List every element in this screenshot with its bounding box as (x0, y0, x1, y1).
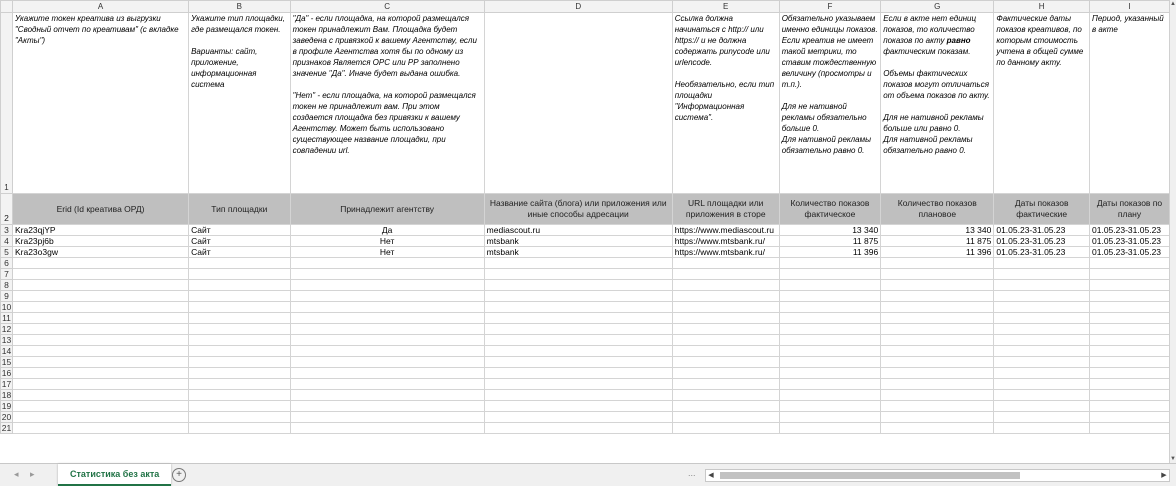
instruction-cell-i[interactable]: Период, указанный в акте (1090, 13, 1170, 194)
empty-cell[interactable] (672, 258, 779, 269)
empty-cell[interactable] (290, 357, 484, 368)
empty-cell[interactable] (881, 401, 994, 412)
empty-cell[interactable] (779, 368, 881, 379)
row-header[interactable]: 15 (1, 357, 12, 367)
table-row (1, 247, 1170, 258)
empty-cell[interactable] (994, 280, 1090, 291)
empty-cell[interactable] (779, 313, 881, 324)
empty-cell[interactable] (1090, 357, 1170, 368)
empty-cell[interactable] (12, 368, 188, 379)
empty-cell[interactable] (779, 379, 881, 390)
empty-cell[interactable] (1090, 412, 1170, 423)
instruction-cell-b[interactable]: Укажите тип площадки, где размещался токен. Варианты: сайт, приложение, информационная система (189, 13, 291, 194)
empty-cell[interactable] (1090, 346, 1170, 357)
empty-cell[interactable] (1090, 368, 1170, 379)
empty-cell[interactable] (1090, 302, 1170, 313)
empty-cell[interactable] (12, 291, 188, 302)
table-row (1, 258, 1170, 269)
table-row (1, 280, 1170, 291)
empty-cell[interactable] (290, 401, 484, 412)
row-header[interactable]: 14 (1, 346, 12, 356)
empty-cell[interactable] (189, 390, 291, 401)
empty-cell[interactable] (189, 357, 291, 368)
empty-cell[interactable] (12, 423, 188, 434)
cell-erid[interactable]: Kra23qjYP (12, 225, 188, 236)
empty-cell[interactable] (484, 269, 672, 280)
empty-cell[interactable] (484, 368, 672, 379)
empty-cell[interactable] (189, 346, 291, 357)
empty-cell[interactable] (290, 324, 484, 335)
empty-cell[interactable] (672, 324, 779, 335)
column-header-row (1, 1, 1170, 13)
header-cell-b[interactable]: Тип площадки (189, 194, 291, 225)
sheet-tab-bar (0, 463, 1176, 486)
table-row (1, 313, 1170, 324)
empty-cell[interactable] (779, 335, 881, 346)
cell-dates-actual[interactable]: 01.05.23-31.05.23 (994, 236, 1090, 247)
empty-cell[interactable] (881, 423, 994, 434)
empty-cell[interactable] (881, 412, 994, 423)
empty-cell[interactable] (12, 324, 188, 335)
empty-cell[interactable] (881, 335, 994, 346)
header-cell-d[interactable]: Название сайта (блога) или приложения или иные способы адресации (484, 194, 672, 225)
instruction-cell-a[interactable]: Укажите токен креатива из выгрузки "Сводный отчет по креативам" (с вкладке "Акты") (12, 13, 188, 194)
instruction-g-text: Если в акте нет единиц показов, то количество показов по акту (883, 14, 979, 45)
column-header-a[interactable]: A (12, 1, 188, 13)
row-header[interactable]: 17 (1, 379, 12, 389)
empty-cell[interactable] (484, 335, 672, 346)
empty-cell[interactable] (189, 335, 291, 346)
empty-cell[interactable] (290, 313, 484, 324)
empty-cell[interactable] (672, 335, 779, 346)
empty-cell[interactable] (672, 401, 779, 412)
empty-cell[interactable] (672, 302, 779, 313)
empty-cell[interactable] (12, 335, 188, 346)
table-row (1, 236, 1170, 247)
empty-cell[interactable] (290, 335, 484, 346)
cell-url[interactable]: https://www.mtsbank.ru/ (672, 247, 779, 258)
column-header-i[interactable]: I (1090, 1, 1170, 13)
empty-cell[interactable] (290, 390, 484, 401)
instruction-cell-f[interactable]: Обязательно указываем именно единицы показов. Если креатив не имеет такой метрики, то ставим тождественную величину (просмотры и т.п.). Для не нативной рекламы обязательно больше 0. Для нативной рекламы обязательно равно 0. (779, 13, 881, 194)
empty-cell[interactable] (881, 390, 994, 401)
row-header[interactable]: 6 (1, 258, 13, 269)
empty-cell[interactable] (12, 269, 188, 280)
empty-cell[interactable] (994, 412, 1090, 423)
empty-cell[interactable] (189, 258, 291, 269)
empty-cell[interactable] (484, 379, 672, 390)
tab-nav-right-icon[interactable]: ▸ (30, 469, 35, 479)
cell-platform-type[interactable]: Сайт (189, 247, 291, 258)
table-row (1, 346, 1170, 357)
empty-cell[interactable] (1090, 390, 1170, 401)
empty-cell[interactable] (994, 357, 1090, 368)
empty-cell[interactable] (881, 313, 994, 324)
row-header[interactable]: 7 (1, 269, 13, 280)
empty-cell[interactable] (484, 258, 672, 269)
empty-cell[interactable] (12, 412, 188, 423)
cell-erid[interactable]: Kra23o3gw (12, 247, 188, 258)
empty-cell[interactable] (484, 313, 672, 324)
empty-cell[interactable] (881, 291, 994, 302)
table-row (1, 335, 1170, 346)
column-header-c[interactable]: C (290, 1, 484, 13)
empty-cell[interactable] (672, 357, 779, 368)
empty-cell[interactable] (672, 368, 779, 379)
empty-cell[interactable] (994, 390, 1090, 401)
empty-cell[interactable] (189, 368, 291, 379)
instruction-cell-e[interactable]: Ссылка должна начинаться с http:// или https:// и не должна содержать punycode или urlencode. Необязательно, если тип площадки "Информационная система". (672, 13, 779, 194)
empty-cell[interactable] (1090, 324, 1170, 335)
empty-cell[interactable] (994, 324, 1090, 335)
empty-cell[interactable] (189, 401, 291, 412)
scroll-thumb[interactable] (720, 472, 1020, 479)
table-row (1, 269, 1170, 280)
row-header[interactable]: 1 (1, 13, 13, 194)
empty-cell[interactable] (12, 313, 188, 324)
table-row (1, 357, 1170, 368)
header-cell-e[interactable]: URL площадки или приложения в сторе (672, 194, 779, 225)
select-all-corner[interactable] (1, 1, 13, 13)
empty-cell[interactable] (779, 390, 881, 401)
cell-dates-actual[interactable]: 01.05.23-31.05.23 (994, 225, 1090, 236)
horizontal-scrollbar[interactable] (705, 469, 1170, 482)
empty-cell[interactable] (290, 258, 484, 269)
cell-belongs-agency[interactable]: Нет (290, 247, 484, 258)
vertical-scrollbar[interactable] (1169, 0, 1176, 463)
empty-cell[interactable] (484, 390, 672, 401)
column-header-h[interactable]: H (994, 1, 1090, 13)
empty-cell[interactable] (12, 302, 188, 313)
empty-cell[interactable] (994, 401, 1090, 412)
empty-cell[interactable] (484, 357, 672, 368)
empty-cell[interactable] (779, 302, 881, 313)
cell-erid[interactable]: Kra23pj6b (12, 236, 188, 247)
empty-cell[interactable] (1090, 313, 1170, 324)
empty-cell[interactable] (12, 390, 188, 401)
table-row (1, 324, 1170, 335)
empty-cell[interactable] (189, 412, 291, 423)
empty-cell[interactable] (779, 291, 881, 302)
empty-cell[interactable] (12, 280, 188, 291)
empty-cell[interactable] (779, 280, 881, 291)
cell-site-name[interactable]: mtsbank (484, 247, 672, 258)
row-header[interactable]: 19 (1, 401, 12, 411)
empty-cell[interactable] (484, 302, 672, 313)
cell-dates-planned[interactable]: 01.05.23-31.05.23 (1090, 236, 1170, 247)
empty-cell[interactable] (881, 368, 994, 379)
table-row (1, 390, 1170, 401)
cell-dates-planned[interactable]: 01.05.23-31.05.23 (1090, 225, 1170, 236)
empty-cell[interactable] (672, 291, 779, 302)
add-sheet-icon[interactable]: + (172, 468, 186, 482)
cell-impressions-planned[interactable]: 13 340 (881, 225, 994, 236)
instruction-g-text-end: фактическим показам. Объемы фактических показов могут отличаться от объема показов по акту. Для не нативной рекламы больше или равно 0. Для нативной рекламы обязательно равно 0. (883, 47, 990, 155)
empty-cell[interactable] (779, 346, 881, 357)
empty-cell[interactable] (290, 412, 484, 423)
empty-cell[interactable] (881, 269, 994, 280)
cell-site-name[interactable]: mtsbank (484, 236, 672, 247)
empty-cell[interactable] (881, 379, 994, 390)
scroll-left-icon[interactable]: ◀ (708, 472, 714, 479)
tab-options-icon[interactable]: ... (688, 468, 696, 478)
empty-cell[interactable] (881, 258, 994, 269)
empty-cell[interactable] (484, 346, 672, 357)
table-row (1, 302, 1170, 313)
table-row (1, 368, 1170, 379)
empty-cell[interactable] (290, 346, 484, 357)
empty-cell[interactable] (189, 313, 291, 324)
empty-cell[interactable] (779, 269, 881, 280)
scroll-up-icon[interactable]: ▲ (1170, 1, 1176, 7)
row-header[interactable]: 13 (1, 335, 12, 345)
row-header[interactable]: 9 (1, 291, 13, 302)
empty-cell[interactable] (881, 280, 994, 291)
empty-cell[interactable] (189, 269, 291, 280)
table-row (1, 225, 1170, 236)
table-row (1, 291, 1170, 302)
column-header-g[interactable]: G (881, 1, 994, 13)
empty-cell[interactable] (672, 412, 779, 423)
empty-cell[interactable] (1090, 335, 1170, 346)
header-cell-a[interactable]: Erid (Id креатива ОРД) (12, 194, 188, 225)
row-header[interactable]: 5 (1, 247, 13, 258)
empty-cell[interactable] (672, 269, 779, 280)
empty-cell[interactable] (994, 258, 1090, 269)
cell-url[interactable]: https://www.mtsbank.ru/ (672, 236, 779, 247)
empty-cell[interactable] (484, 280, 672, 291)
empty-cell[interactable] (779, 258, 881, 269)
empty-cell[interactable] (290, 280, 484, 291)
cell-impressions-actual[interactable]: 11 396 (779, 247, 881, 258)
empty-cell[interactable] (189, 291, 291, 302)
row-header[interactable]: 16 (1, 368, 12, 378)
empty-cell[interactable] (189, 302, 291, 313)
empty-cell[interactable] (189, 280, 291, 291)
instruction-cell-h[interactable]: Фактические даты показов креативов, по которым стоимость учтена в общей сумме по данному акту. (994, 13, 1090, 194)
header-cell-c[interactable]: Принадлежит агентству (290, 194, 484, 225)
empty-cell[interactable] (779, 324, 881, 335)
cell-url[interactable]: https://www.mediascout.ru (672, 225, 779, 236)
empty-cell[interactable] (994, 423, 1090, 434)
empty-cell[interactable] (484, 291, 672, 302)
instruction-cell-c[interactable]: "Да" - если площадка, на которой размещался токен принадлежит Вам. Площадка будет заведена с привязкой к вашему Агентству, если в профиле Агентства хотя бы по одному из признаков Является ОРС или РР заполнено значение "Да". Иначе будет выдана ошибка. "Нет" - если площадка, на которой размещался токен не принадлежит вам. При этом создается площадка без привязки к вашему Агентству. Может быть использовано существующее название площадки, при совпадении url. (290, 13, 484, 194)
empty-cell[interactable] (672, 379, 779, 390)
empty-cell[interactable] (1090, 379, 1170, 390)
empty-cell[interactable] (484, 401, 672, 412)
column-header-b[interactable]: B (189, 1, 291, 13)
empty-cell[interactable] (779, 401, 881, 412)
empty-cell[interactable] (881, 346, 994, 357)
empty-cell[interactable] (881, 324, 994, 335)
empty-cell[interactable] (994, 302, 1090, 313)
row-header[interactable]: 10 (1, 302, 12, 312)
empty-cell[interactable] (672, 423, 779, 434)
empty-cell[interactable] (484, 324, 672, 335)
row-header[interactable]: 3 (1, 225, 13, 236)
scroll-down-icon[interactable]: ▼ (1170, 456, 1176, 462)
empty-cell[interactable] (189, 379, 291, 390)
empty-cell[interactable] (994, 368, 1090, 379)
cell-platform-type[interactable]: Сайт (189, 236, 291, 247)
column-header-d[interactable]: D (484, 1, 672, 13)
column-header-f[interactable]: F (779, 1, 881, 13)
empty-cell[interactable] (189, 423, 291, 434)
empty-cell[interactable] (290, 269, 484, 280)
row-header[interactable]: 11 (2, 313, 11, 323)
empty-cell[interactable] (1090, 258, 1170, 269)
empty-cell[interactable] (290, 423, 484, 434)
empty-cell[interactable] (290, 368, 484, 379)
empty-cell[interactable] (290, 302, 484, 313)
empty-cell[interactable] (672, 346, 779, 357)
empty-cell[interactable] (484, 412, 672, 423)
table-row (1, 379, 1170, 390)
header-cell-f[interactable]: Количество показов фактическое (779, 194, 881, 225)
instruction-cell-g[interactable] (881, 13, 994, 194)
table-row (1, 412, 1170, 423)
empty-cell[interactable] (12, 258, 188, 269)
cell-platform-type[interactable]: Сайт (189, 225, 291, 236)
empty-cell[interactable] (779, 412, 881, 423)
empty-cell[interactable] (12, 379, 188, 390)
tab-nav-left-icon[interactable]: ◂ (14, 469, 19, 479)
cell-dates-planned[interactable]: 01.05.23-31.05.23 (1090, 247, 1170, 258)
empty-cell[interactable] (1090, 423, 1170, 434)
row-header[interactable]: 8 (1, 280, 13, 291)
row-header[interactable]: 20 (1, 412, 12, 422)
cell-impressions-actual[interactable]: 13 340 (779, 225, 881, 236)
table-row (1, 401, 1170, 412)
empty-cell[interactable] (672, 390, 779, 401)
instruction-row (1, 13, 1170, 194)
cell-dates-actual[interactable]: 01.05.23-31.05.23 (994, 247, 1090, 258)
row-header[interactable]: 21 (1, 423, 12, 433)
row-header[interactable]: 2 (1, 194, 13, 225)
empty-cell[interactable] (994, 269, 1090, 280)
header-cell-g[interactable]: Количество показов плановое (881, 194, 994, 225)
empty-cell[interactable] (994, 379, 1090, 390)
empty-cell[interactable] (779, 357, 881, 368)
cell-impressions-planned[interactable]: 11 875 (881, 236, 994, 247)
empty-cell[interactable] (994, 313, 1090, 324)
cell-impressions-planned[interactable]: 11 396 (881, 247, 994, 258)
empty-cell[interactable] (994, 291, 1090, 302)
cell-impressions-actual[interactable]: 11 875 (779, 236, 881, 247)
empty-cell[interactable] (290, 379, 484, 390)
column-header-e[interactable]: E (672, 1, 779, 13)
scroll-right-icon[interactable]: ▶ (1161, 472, 1167, 479)
empty-cell[interactable] (672, 280, 779, 291)
empty-cell[interactable] (290, 291, 484, 302)
cell-site-name[interactable]: mediascout.ru (484, 225, 672, 236)
empty-cell[interactable] (12, 357, 188, 368)
row-header[interactable]: 12 (1, 324, 12, 334)
empty-cell[interactable] (12, 346, 188, 357)
instruction-g-bold: равно (946, 36, 971, 45)
empty-cell[interactable] (1090, 401, 1170, 412)
empty-cell[interactable] (994, 346, 1090, 357)
cell-belongs-agency[interactable]: Нет (290, 236, 484, 247)
empty-cell[interactable] (484, 423, 672, 434)
table-row (1, 423, 1170, 434)
header-cell-i[interactable]: Даты показов по плану (1090, 194, 1170, 225)
empty-cell[interactable] (189, 324, 291, 335)
row-header[interactable]: 18 (1, 390, 12, 400)
empty-cell[interactable] (994, 335, 1090, 346)
empty-cell[interactable] (672, 313, 779, 324)
cell-belongs-agency[interactable]: Да (290, 225, 484, 236)
empty-cell[interactable] (881, 302, 994, 313)
empty-cell[interactable] (1090, 269, 1170, 280)
empty-cell[interactable] (1090, 280, 1170, 291)
header-row (1, 194, 1170, 225)
empty-cell[interactable] (1090, 291, 1170, 302)
sheet-tab-statistics[interactable]: Статистика без акта (58, 464, 171, 486)
empty-cell[interactable] (779, 423, 881, 434)
row-header[interactable]: 4 (1, 236, 13, 247)
empty-cell[interactable] (12, 401, 188, 412)
instruction-cell-d[interactable] (484, 13, 672, 194)
header-cell-h[interactable]: Даты показов фактические (994, 194, 1090, 225)
empty-cell[interactable] (881, 357, 994, 368)
